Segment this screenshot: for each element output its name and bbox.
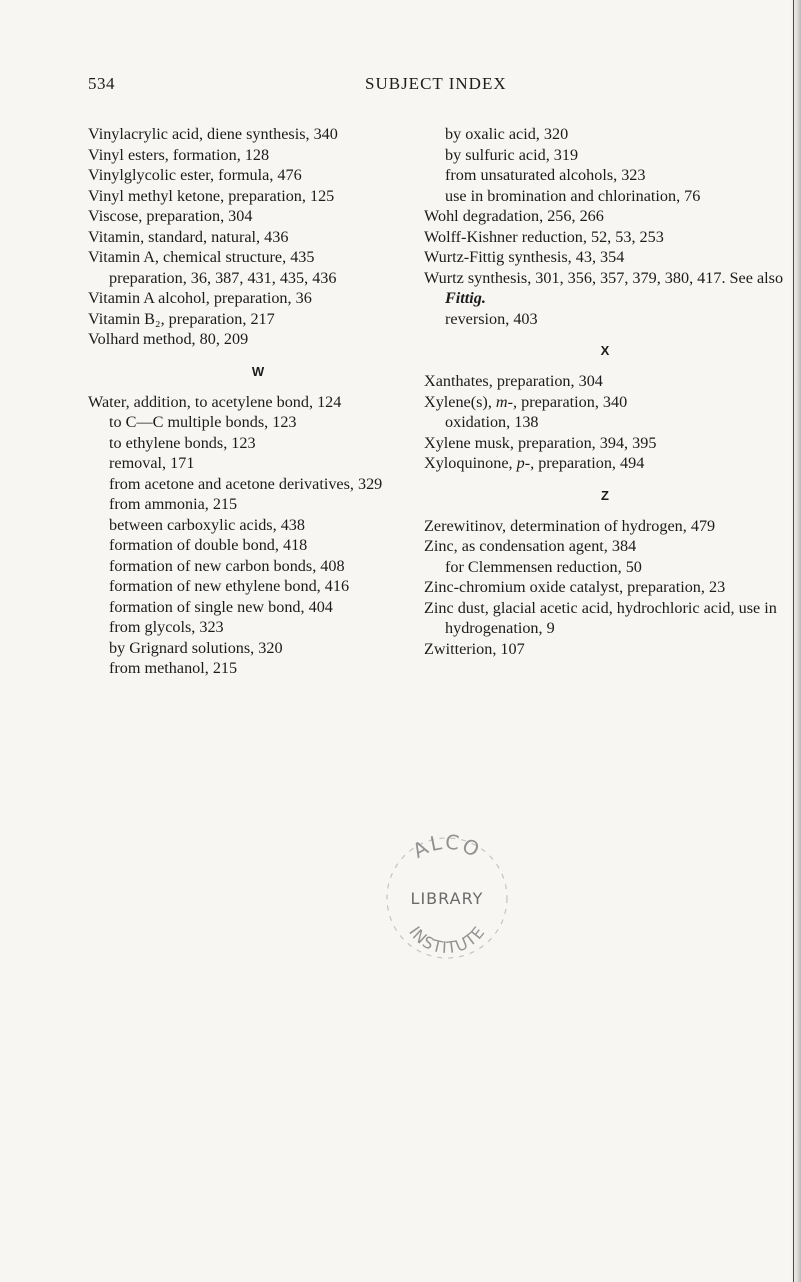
index-subentry: oxidation, 138 xyxy=(445,413,539,431)
index-subentry: use in bromination and chlorination, 76 xyxy=(445,186,701,205)
entry-text: Xylene(s), xyxy=(424,392,492,411)
index-subentry: formation of double bond, 418 xyxy=(109,536,308,554)
index-entry: Vinyl esters, formation, 128 xyxy=(88,145,270,164)
entry-text: preparation, 340 xyxy=(521,392,628,411)
index-entry: Wolff-Kishner reduction, 52, 53, 253 xyxy=(424,227,664,246)
index-subentry: formation of new ethylene bond, 416 xyxy=(109,577,350,595)
index-entry: Vitamin A, chemical structure, 435 xyxy=(88,248,315,266)
index-entry: Wurtz-Fittig synthesis, 43, 354 xyxy=(424,248,625,266)
index-entry xyxy=(424,268,786,309)
index-entry: Viscose, preparation, 304 xyxy=(88,207,253,225)
index-entry: Vinyl methyl ketone, preparation, 125 xyxy=(88,186,335,205)
index-entry xyxy=(424,453,786,474)
index-entry: Zinc, as condensation agent, 384 xyxy=(424,537,637,555)
index-subentry: from ammonia, 215 xyxy=(109,495,238,513)
index-entry: Water, addition, to acetylene bond, 124 xyxy=(88,392,342,411)
index-subentry: to ethylene bonds, 123 xyxy=(109,433,256,452)
index-subentry: from unsaturated alcohols, 323 xyxy=(445,166,646,184)
index-subentry: removal, 171 xyxy=(109,454,195,472)
stamp-bottom-text: INSTITUTE xyxy=(405,922,489,958)
index-entry: Vitamin A alcohol, preparation, 36 xyxy=(88,289,312,307)
index-entry: Zinc dust, glacial acetic acid, hydrochloric acid, use in hydrogenation, 9 xyxy=(424,598,777,637)
see-also-reference: Fittig. xyxy=(445,289,486,307)
right-column xyxy=(424,124,786,659)
library-stamp xyxy=(372,818,522,968)
see-also-text: See also xyxy=(729,268,784,287)
entry-text: Xyloquinone, xyxy=(424,454,513,472)
index-subentry: for Clemmensen reduction, 50 xyxy=(445,557,642,576)
section-letter-x: X xyxy=(600,343,610,358)
page-number: 534 xyxy=(88,74,115,93)
index-entry: Zinc-chromium oxide catalyst, preparation, 23 xyxy=(424,578,726,596)
stamp-top-text: ALCO xyxy=(408,829,486,863)
entry-text: preparation, 494 xyxy=(538,454,645,472)
index-subentry: reversion, 403 xyxy=(445,309,538,328)
index-entry xyxy=(424,392,786,413)
section-letter-w: W xyxy=(251,363,265,379)
page-edge-line xyxy=(793,0,794,1282)
index-subentry: from acetone and acetone derivatives, 329 xyxy=(109,474,383,493)
index-subentry: by oxalic acid, 320 xyxy=(445,125,569,143)
index-subentry: from glycols, 323 xyxy=(109,618,224,636)
index-subentry: by sulfuric acid, 319 xyxy=(445,145,579,164)
section-letter-z: Z xyxy=(601,487,609,503)
entry-text: Wurtz synthesis, 301, 356, 357, 379, 380, 417. xyxy=(424,268,726,287)
index-entry: Vinylglycolic ester, formula, 476 xyxy=(88,166,302,184)
isomer-prefix: p-, xyxy=(516,454,535,472)
stamp-middle-text: LIBRARY xyxy=(410,889,484,908)
index-subentry: to C—C multiple bonds, 123 xyxy=(109,413,297,431)
index-entry: Zerewitinov, determination of hydrogen, 479 xyxy=(424,516,716,535)
running-head: SUBJECT INDEX xyxy=(365,74,507,93)
index-subentry: preparation, 36, 387, 431, 435, 436 xyxy=(109,268,337,287)
index-entry: Vitamin B₂, preparation, 217 xyxy=(88,309,275,328)
index-entry: Xanthates, preparation, 304 xyxy=(424,372,603,390)
index-entry: Wohl degradation, 256, 266 xyxy=(424,207,604,225)
index-subentry: from methanol, 215 xyxy=(109,659,238,677)
index-entry: Vitamin, standard, natural, 436 xyxy=(88,227,289,246)
isomer-prefix: m-, xyxy=(495,392,518,411)
left-column xyxy=(88,124,428,679)
index-subentry: between carboxylic acids, 438 xyxy=(109,515,305,534)
index-subentry: formation of single new bond, 404 xyxy=(109,597,333,616)
index-subentry: formation of new carbon bonds, 408 xyxy=(109,556,345,575)
index-entry: Xylene musk, preparation, 394, 395 xyxy=(424,433,657,452)
index-subentry: by Grignard solutions, 320 xyxy=(109,638,283,657)
index-entry: Zwitterion, 107 xyxy=(424,639,525,658)
index-entry: Vinylacrylic acid, diene synthesis, 340 xyxy=(88,125,338,143)
index-entry: Volhard method, 80, 209 xyxy=(88,330,249,348)
